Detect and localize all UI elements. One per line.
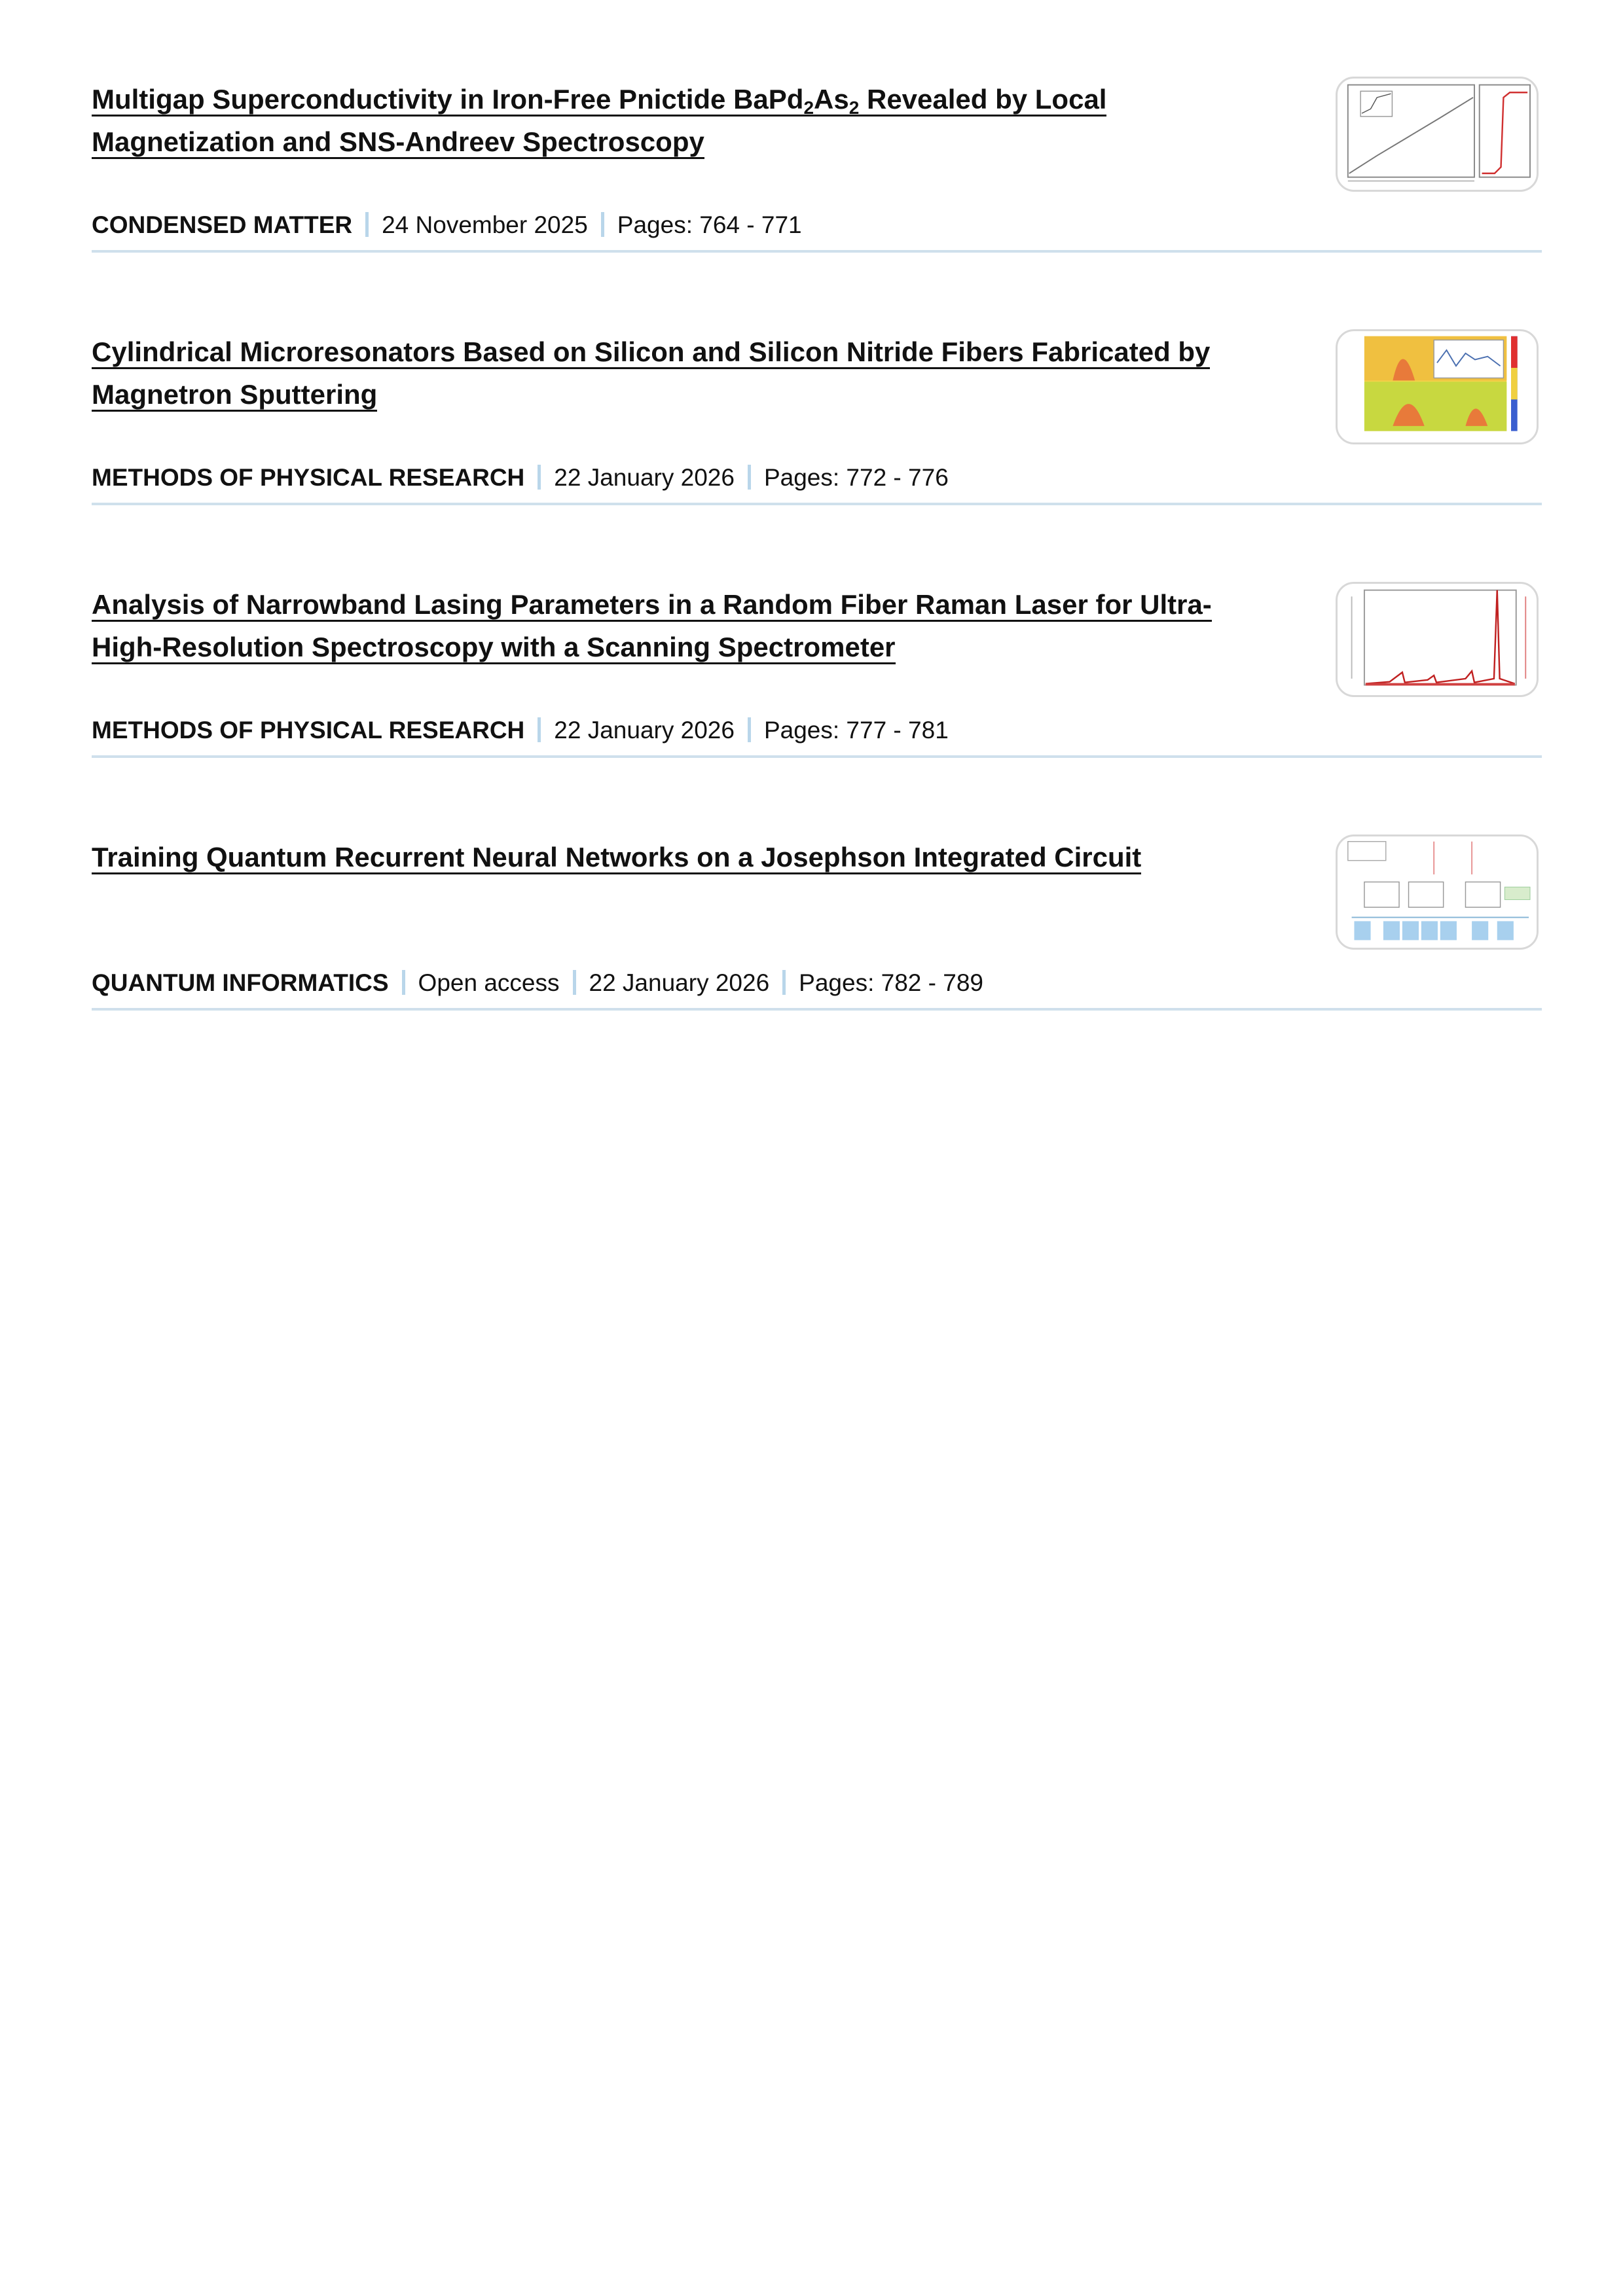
circuit-diagram-thumbnail[interactable] [1336,834,1539,950]
article-section-link[interactable]: METHODS OF PHYSICAL RESEARCH [92,464,525,491]
heatmap-thumbnail[interactable] [1336,329,1539,444]
article-pages: Pages: 782 - 789 [799,969,983,996]
article-title-link[interactable]: Training Quantum Recurrent Neural Networks on a Josephson Integrated Circuit [92,842,1141,874]
article-pages: Pages: 777 - 781 [763,717,949,744]
meta-separator [538,717,541,742]
article-section-link[interactable]: QUANTUM INFORMATICS [92,969,389,996]
meta-separator [365,212,369,237]
article-meta [92,967,983,999]
article-title [92,583,1257,668]
article-meta [92,461,949,494]
article-title [92,331,1257,416]
article-date: 22 January 2026 [554,717,735,744]
meta-separator [601,212,604,237]
article-title-link[interactable]: Cylindrical Microresonators Based on Silicon and Silicon Nitride Fibers Fabricated by Magnetron Sputtering [92,336,1210,412]
article-pages: Pages: 772 - 776 [763,464,949,491]
article-item [92,505,1542,758]
article-item [92,253,1542,505]
article-date: 24 November 2025 [382,211,588,238]
magnetization-plot-thumbnail[interactable] [1336,77,1539,192]
thumbnail-graphic [1338,79,1537,190]
meta-separator [538,465,541,490]
article-date: 22 January 2026 [554,464,735,491]
article-pages: Pages: 764 - 771 [617,211,802,238]
meta-separator [573,970,576,995]
meta-separator [748,717,751,742]
thumbnail-graphic [1338,331,1537,442]
meta-separator [402,970,405,995]
meta-separator [748,465,751,490]
article-item [92,0,1542,253]
open-access-label: Open access [418,969,560,996]
article-title-link[interactable]: Analysis of Narrowband Lasing Parameters in a Random Fiber Raman Laser for Ultra-High-Resolution Spectroscopy with a Scanning Spectrometer [92,589,1212,664]
article-meta [92,714,949,747]
article-meta [92,209,802,242]
article-section-link[interactable]: METHODS OF PHYSICAL RESEARCH [92,717,525,744]
article-title [92,78,1257,163]
article-title [92,836,1257,878]
meta-separator [782,970,786,995]
article-item [92,758,1542,1011]
article-title-link[interactable]: Multigap Superconductivity in Iron-Free Pnictide $BaPd_2As_2$ Revealed by Local Magnetization and SNS-Andreev Spectroscopy [92,84,1106,159]
spectrum-plot-thumbnail[interactable] [1336,582,1539,697]
thumbnail-graphic [1338,836,1537,948]
thumbnail-graphic [1338,584,1537,695]
article-section-link[interactable]: CONDENSED MATTER [92,211,353,238]
article-date: 22 January 2026 [589,969,770,996]
